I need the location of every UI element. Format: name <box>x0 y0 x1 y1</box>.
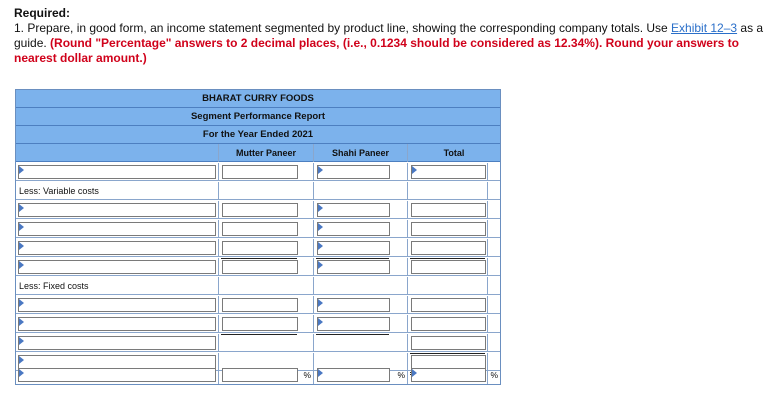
mutter-amount-input[interactable] <box>222 203 298 217</box>
percent-sign: % <box>397 370 405 380</box>
percent-sign: % <box>303 370 311 380</box>
column-header-label <box>16 144 218 162</box>
shahi-amount-input[interactable] <box>317 241 390 255</box>
variable-costs-label: Less: Variable costs <box>19 186 99 196</box>
dropdown-flag-icon <box>318 204 323 212</box>
shahi-amount-input[interactable] <box>317 260 390 274</box>
table-row <box>16 163 500 181</box>
dropdown-flag-icon <box>318 166 323 174</box>
table-row <box>16 258 500 276</box>
table-row <box>16 239 500 257</box>
dropdown-flag-icon <box>318 299 323 307</box>
row-label-input[interactable] <box>18 336 216 350</box>
table-row <box>16 277 500 295</box>
dropdown-flag-icon <box>19 261 24 269</box>
shahi-amount-input[interactable] <box>317 317 390 331</box>
row-label-input[interactable] <box>18 222 216 236</box>
total-amount-input[interactable] <box>411 336 486 350</box>
dropdown-flag-icon <box>19 318 24 326</box>
instructions <box>14 6 766 66</box>
dropdown-flag-icon <box>19 223 24 231</box>
segment-report-table <box>15 89 501 385</box>
dropdown-flag-icon <box>19 166 24 174</box>
mutter-amount-input[interactable] <box>222 241 298 255</box>
dropdown-flag-icon <box>19 356 24 364</box>
dropdown-flag-icon <box>318 261 323 269</box>
row-label-input[interactable] <box>18 165 216 179</box>
total-amount-input[interactable] <box>411 298 486 312</box>
mutter-amount-input[interactable] <box>222 298 298 312</box>
table-row <box>16 315 500 333</box>
column-header-total: Total <box>407 144 500 162</box>
table-row <box>16 201 500 219</box>
row-label-input[interactable] <box>18 317 216 331</box>
fixed-costs-label: Less: Fixed costs <box>19 281 89 291</box>
table-row <box>16 296 500 314</box>
report-period: For the Year Ended 2021 <box>16 126 500 144</box>
shahi-percent-input[interactable] <box>317 368 390 382</box>
total-amount-input[interactable] <box>411 260 486 274</box>
row-label-input[interactable] <box>18 203 216 217</box>
percentage-row <box>16 366 500 384</box>
dropdown-flag-icon <box>412 166 417 174</box>
dropdown-flag-icon <box>318 369 323 377</box>
dropdown-flag-icon <box>412 369 417 377</box>
row-label-input[interactable] <box>18 241 216 255</box>
table-row <box>16 334 500 352</box>
total-amount-input[interactable] <box>411 165 486 179</box>
total-percent-input[interactable] <box>411 368 486 382</box>
instruction-text <box>14 21 766 66</box>
dropdown-flag-icon <box>318 318 323 326</box>
total-amount-input[interactable] <box>411 203 486 217</box>
shahi-amount-input[interactable] <box>317 165 390 179</box>
shahi-amount-input[interactable] <box>317 298 390 312</box>
required-heading: Required: <box>14 6 71 20</box>
dropdown-flag-icon <box>19 299 24 307</box>
row-label-input[interactable] <box>18 260 216 274</box>
dropdown-flag-icon <box>318 223 323 231</box>
dropdown-flag-icon <box>19 242 24 250</box>
total-amount-input[interactable] <box>411 222 486 236</box>
dropdown-flag-icon <box>318 242 323 250</box>
table-row <box>16 220 500 238</box>
mutter-amount-input[interactable] <box>222 222 298 236</box>
row-label-input[interactable] <box>18 298 216 312</box>
shahi-amount-input[interactable] <box>317 203 390 217</box>
column-header-mutter: Mutter Paneer <box>218 144 313 162</box>
dropdown-flag-icon <box>19 204 24 212</box>
exhibit-link[interactable]: Exhibit 12–3 <box>671 21 738 35</box>
total-amount-input[interactable] <box>411 241 486 255</box>
row-label-input[interactable] <box>18 368 216 382</box>
dropdown-flag-icon <box>19 337 24 345</box>
rounding-note: (Round "Percentage" answers to 2 decimal places, (i.e., 0.1234 should be considered as 12.34%). Round your answers to nearest dollar amount.) <box>14 36 739 65</box>
instruction-after-link: as a guide. <box>14 21 764 50</box>
mutter-percent-input[interactable] <box>222 368 298 382</box>
mutter-amount-input[interactable] <box>222 317 298 331</box>
report-title: Segment Performance Report <box>16 108 500 126</box>
percent-sign: % <box>490 370 498 380</box>
column-header-row <box>16 144 500 162</box>
company-name: BHARAT CURRY FOODS <box>16 90 500 108</box>
mutter-amount-input[interactable] <box>222 165 298 179</box>
dropdown-flag-icon <box>19 369 24 377</box>
column-header-shahi: Shahi Paneer <box>313 144 407 162</box>
mutter-amount-input[interactable] <box>222 260 298 274</box>
total-amount-input[interactable] <box>411 317 486 331</box>
table-row <box>16 182 500 200</box>
instruction-part1: 1. Prepare, in good form, an income statement segmented by product line, showing the corresponding company totals. Use <box>14 21 672 35</box>
shahi-amount-input[interactable] <box>317 222 390 236</box>
